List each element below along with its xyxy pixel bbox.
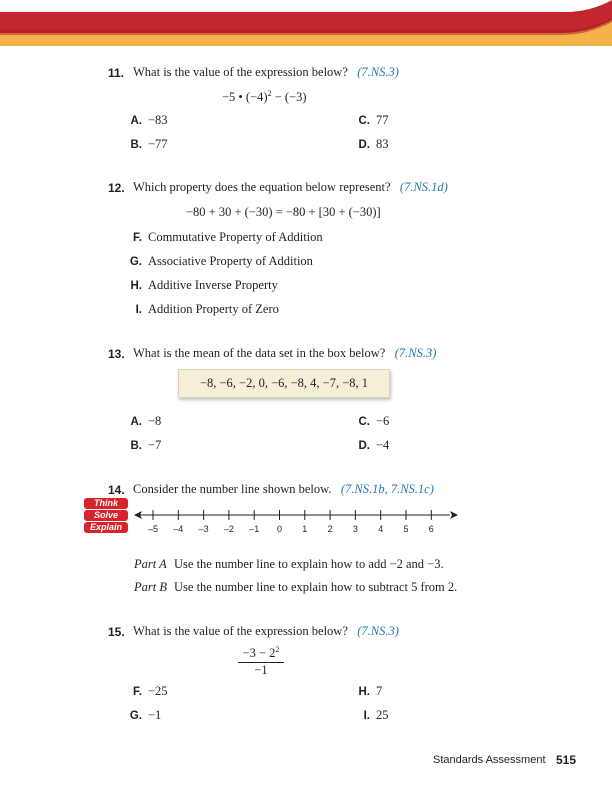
number-line-tick-label: –5 xyxy=(147,524,159,534)
solve-badge: Solve xyxy=(84,510,128,521)
number-line-tick-label: 3 xyxy=(352,524,358,534)
part-a xyxy=(134,557,444,572)
question-number: 11. xyxy=(108,66,125,80)
standard-code: (7.NS.3) xyxy=(357,624,399,638)
number-line-tick-label: 0 xyxy=(276,524,283,534)
part-b-text: Use the number line to explain how to subtract 5 from 2. xyxy=(174,580,458,594)
answer-option-c[interactable]: C. −6 xyxy=(358,414,390,428)
question-number: 13. xyxy=(108,347,125,361)
answer-option-b[interactable]: B. −7 xyxy=(130,438,162,452)
standard-code: (7.NS.1b, 7.NS.1c) xyxy=(340,482,434,496)
question-stem: Consider the number line shown below. (7.NS.1b, 7.NS.1c) xyxy=(133,482,434,496)
standard-code: (7.NS.3) xyxy=(357,65,399,79)
answer-option-b[interactable]: B. −77 xyxy=(130,137,168,151)
answer-option-h[interactable]: H. Additive Inverse Property xyxy=(130,278,278,292)
answer-option-d[interactable]: D. −4 xyxy=(358,438,390,452)
number-line-tick-label: 4 xyxy=(378,524,384,534)
answer-option-i[interactable]: I. 25 xyxy=(363,708,389,722)
question-number: 14. xyxy=(108,483,125,497)
question-number: 15. xyxy=(108,625,125,639)
question-stem: What is the value of the expression below? (7.NS.3) xyxy=(133,624,399,638)
part-b xyxy=(134,580,457,595)
answer-option-f[interactable]: F. −25 xyxy=(133,684,168,698)
right-arrow-icon xyxy=(450,511,458,519)
answer-option-f[interactable]: F. Commutative Property of Addition xyxy=(133,230,323,244)
number-line-tick-label: 5 xyxy=(403,524,409,534)
answer-option-a[interactable]: A. −8 xyxy=(130,414,162,428)
explain-badge: Explain xyxy=(84,522,128,533)
fraction-expression xyxy=(238,645,284,678)
answer-option-i[interactable]: I. Addition Property of Zero xyxy=(135,302,279,316)
question-stem: Which property does the equation below represent? (7.NS.1d) xyxy=(133,180,448,194)
page-number: 515 xyxy=(556,753,577,767)
answer-option-a[interactable]: A. −83 xyxy=(130,113,168,127)
part-a-label: Part A xyxy=(134,557,167,571)
part-a-text: Use the number line to explain how to add −2 and −3. xyxy=(174,557,444,571)
number-line-tick-label: –3 xyxy=(198,524,209,534)
number-line-tick-label: 1 xyxy=(302,524,308,534)
part-b-label: Part B xyxy=(134,580,167,594)
expression: −5 • $(-4)^2 - (-3)$ xyxy=(222,89,307,105)
number-line-tick-label: –1 xyxy=(249,524,260,534)
number-line-tick-label: 6 xyxy=(428,524,434,534)
answer-option-h[interactable]: H. 7 xyxy=(358,684,383,698)
numerator: $-3 - 2^2$ xyxy=(238,645,284,663)
question-stem: What is the mean of the data set in the box below? (7.NS.3) xyxy=(133,346,437,360)
standard-code: (7.NS.3) xyxy=(394,346,437,360)
footer-section-title: Standards Assessment xyxy=(433,754,546,766)
equation: −80 + 30 + (−30) = −80 + [30 + (−30)] xyxy=(186,205,381,219)
number-line xyxy=(134,506,460,536)
number-line-tick-label: 2 xyxy=(327,524,333,534)
number-line-tick-label: –4 xyxy=(173,524,184,534)
think-badge: Think xyxy=(84,498,128,509)
data-set-box: −8, −6, −2, 0, −6, −8, 4, −7, −8, 1 xyxy=(178,369,390,398)
answer-option-g[interactable]: G. −1 xyxy=(129,708,162,722)
question-number: 12. xyxy=(108,181,125,195)
header-band xyxy=(0,0,612,46)
denominator: −1 xyxy=(254,663,268,678)
standard-code: (7.NS.1d) xyxy=(399,180,448,194)
answer-option-c[interactable]: C. 77 xyxy=(358,113,389,127)
answer-option-d[interactable]: D. 83 xyxy=(358,137,389,151)
number-line-tick-label: –2 xyxy=(223,524,234,534)
answer-option-g[interactable]: G. Associative Property of Addition xyxy=(129,254,313,268)
question-stem: What is the value of the expression below? (7.NS.3) xyxy=(133,65,399,79)
